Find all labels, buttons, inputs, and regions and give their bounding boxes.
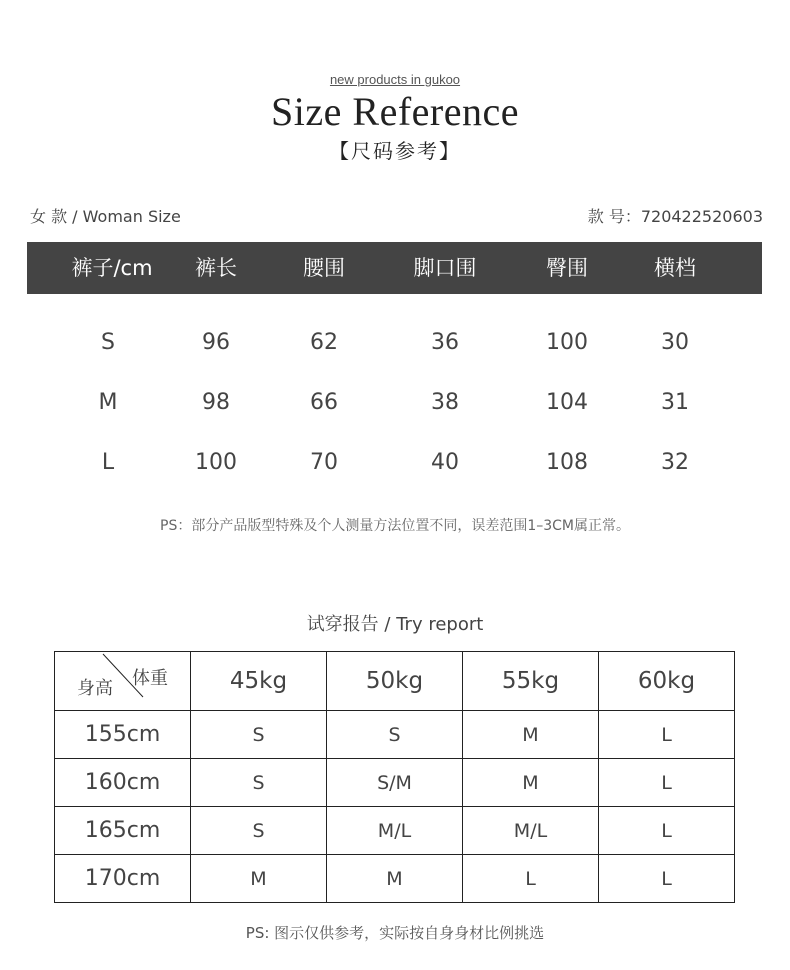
recommended-size: S [191,711,327,759]
measurement-note: PS：部分产品版型特殊及个人测量方法位置不同，误差范围1–3CM属正常。 [160,518,630,534]
weight-header: 60kg [599,652,735,711]
recommended-size: S/M [327,759,463,807]
value-waist: 62 [310,330,338,355]
height-label: 165cm [55,807,191,855]
try-report-note: PS: 图示仅供参考，实际按自身身材比例挑选 [245,924,545,942]
height-label: 160cm [55,759,191,807]
size-label: S [101,330,115,355]
recommended-size: L [599,855,735,903]
value-waist: 66 [310,390,338,415]
value-crotch: 31 [661,390,689,415]
size-row-l [27,443,762,483]
weight-header: 55kg [463,652,599,711]
size-label: L [101,450,115,475]
value-hem: 40 [431,450,459,475]
value-hem: 38 [431,390,459,415]
woman-size-label: 女 款 / Woman Size [30,207,181,226]
weight-header: 45kg [191,652,327,711]
try-report-table [54,651,735,903]
value-waist: 70 [310,450,338,475]
height-header-label: 身高 [77,678,113,699]
try-report-row [55,807,735,855]
column-header-hip: 臀围 [546,256,588,280]
height-label: 170cm [55,855,191,903]
recommended-size: M [463,711,599,759]
size-table-header [27,242,762,294]
recommended-size: L [599,759,735,807]
recommended-size: S [191,759,327,807]
value-hip: 104 [546,390,588,415]
recommended-size: M/L [327,807,463,855]
size-row-m [27,383,762,423]
style-number-label: 款 号：720422520603 [587,207,763,226]
height-label: 155cm [55,711,191,759]
diagonal-divider-icon [55,652,190,710]
recommended-size: M [191,855,327,903]
weight-header-label: 体重 [132,668,168,689]
value-hem: 36 [431,330,459,355]
try-report-row [55,759,735,807]
recommended-size: L [599,807,735,855]
recommended-size: M [463,759,599,807]
column-header-length: 裤长 [195,256,237,280]
try-report-row [55,855,735,903]
size-row-s [27,323,762,363]
column-header-waist: 腰围 [303,256,345,280]
value-hip: 100 [546,330,588,355]
value-length: 98 [202,390,230,415]
try-report-title: 试穿报告 / Try report [306,614,484,635]
try-report-row [55,711,735,759]
page-title: Size Reference [271,89,519,134]
page-subtitle: 【尺码参考】 [329,139,461,163]
value-length: 100 [195,450,237,475]
recommended-size: L [463,855,599,903]
recommended-size: M/L [463,807,599,855]
column-header-crotch: 横档 [654,256,696,280]
value-length: 96 [202,330,230,355]
value-hip: 108 [546,450,588,475]
tagline: new products in gukoo [329,72,461,87]
size-label: M [98,390,118,415]
value-crotch: 32 [661,450,689,475]
column-header-hem: 脚口围 [413,256,477,280]
corner-cell [55,652,191,711]
try-report-header-row [55,652,735,711]
recommended-size: L [599,711,735,759]
value-crotch: 30 [661,330,689,355]
recommended-size: M [327,855,463,903]
column-header-pants: 裤子/cm [71,256,153,280]
recommended-size: S [327,711,463,759]
recommended-size: S [191,807,327,855]
weight-header: 50kg [327,652,463,711]
